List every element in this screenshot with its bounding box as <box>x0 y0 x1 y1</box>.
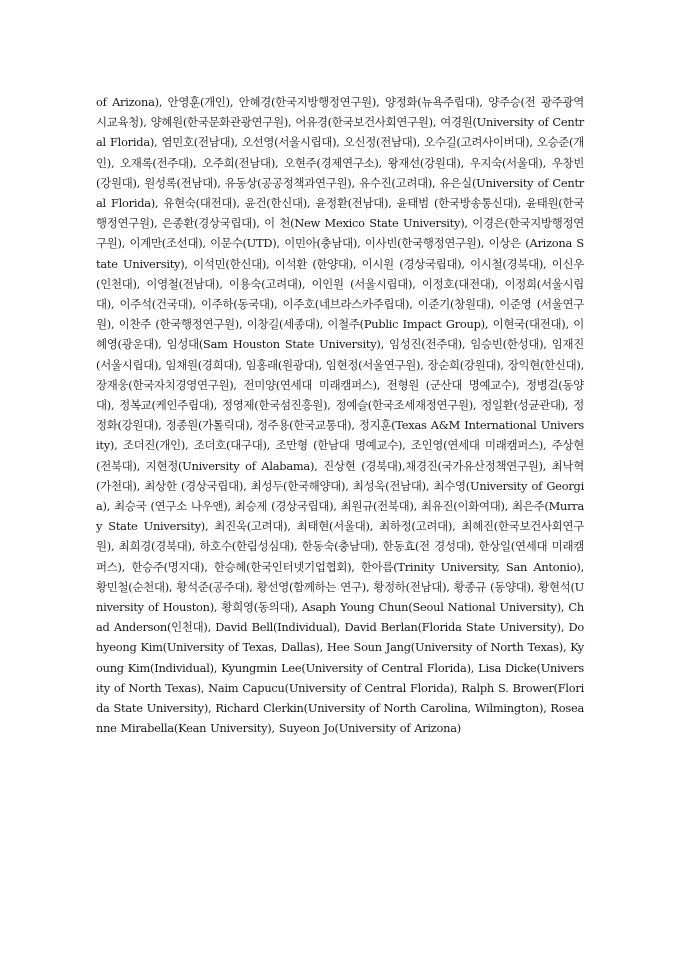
reviewer-list-paragraph: of Arizona), 안영훈(개인), 안혜경(한국지방행정연구원), 양정화(뉴욕주립대), 양주승(전 광주광역시교육청), 양혜원(한국문화관광연구원), 어유경(한국보건사회연구원), 여경원(University of Central Florida), 염민호(전남대), 오선영(서울시립대), 오신정(전남대), 오수길(고려사이버대), 오승준(개인), 오재록(전주대), 오주희(전남대), 오현주(경제연구소), 왕재선(강원대), 우지숙(서울대), 우창빈(강원대), 원성록(전남대), 유동상(공공정책과연구원), 유수진(고려대), 유은실(University of Central Florida), 유현숙(대전대), 윤건(한신대), 윤정환(전남대), 윤태범 (한국방송통신대), 윤태원(한국행정연구원), 은종환(경상국립대), 이 천(New Mexico State University), 이경은(한국지방행정연구원), 이계만(조선대), 이문수(UTD), 이민아(충남대), 이사빈(한국행정연구원), 이상은 (Arizona State University), 이석민(한신대), 이석환 (한양대), 이시원 (경상국립대), 이시철(경북대), 이신우(인천대), 이영철(전남대), 이용숙(고려대), 이인원 (서울시립대), 이정호(대전대), 이정희(서울시립대), 이주석(건국대), 이주하(동국대), 이주호(네브라스카주립대), 이준기(창원대), 이준영 (서울연구원), 이찬주 (한국행정연구원), 이창길(세종대), 이철주(Public Impact Group), 이현국(대전대), 이혜영(광운대), 임성대(Sam Houston State University), 임성진(전주대), 임승빈(한성대), 임재진(서울시립대), 임채원(경희대), 임홍래(원광대), 임현정(서울연구원), 장순희(강원대), 장익현(한신대), 장재웅(한국자치경영연구원), 전미양(연세대 미래캠퍼스), 전형원 (군산대 명예교수), 정병걸(동양대), 정복교(케인주립대), 정영제(한국섬진흥원), 정예슬(한국조세재정연구원), 정일환(성균관대), 정정화(강원대), 정종원(가톨릭대), 정주용(한국교통대), 정지훈(Texas A&M International University), 조더진(개인), 조더호(대구대), 조만형 (한남대 명예교수), 조인영(연세대 미래캠퍼스), 주상현(전북대), 지현정(University of Alabama), 진상현 (경북대),채경진(국가유산정책연구원), 최낙혁(가천대), 최상한 (경상국립대), 최성두(한국해양대), 최성욱(전남대), 최수영(University of Georgia), 최승국 (연구소 나우앤), 최승제 (경상국립대), 최원규(전북대), 최유진(이화여대), 최은주(Murray State University), 최진욱(고려대), 최태현(서울대), 최하정(고려대), 최혜진(한국보건사회연구원), 최희경(경북대), 하호수(한림성심대), 한동숙(충남대), 한동효(전 경성대), 한상일(연세대 미래캠퍼스), 한승주(명지대), 한승혜(한국인터넷기업협회), 한아름(Trinity University, San Antonio), 황민철(순천대), 황석준(공주대), 황선영(함께하는 연구), 황정하(전남대), 황종규 (동양대), 황현석(University of Houston), 황희영(동의대), Asaph Young Chun(Seoul National University), Chad Anderson(인천대), David Bell(Individual), David Berlan(Florida State University), Dohyeong Kim(University of Texas, Dallas), Hee Soun Jang(University of North Texas), Kyoung Kim(Individual), Kyungmin Lee(University of Central Florida), Lisa Dicke(University of North Texas), Naim Capucu(University of Central Florida), Ralph S. Brower(Florida State University), Richard Clerkin(University of North Carolina, Wilmington), Roseanne Mirabella(Kean University), Suyeon Jo(University of Arizona) <box>96 95 584 736</box>
